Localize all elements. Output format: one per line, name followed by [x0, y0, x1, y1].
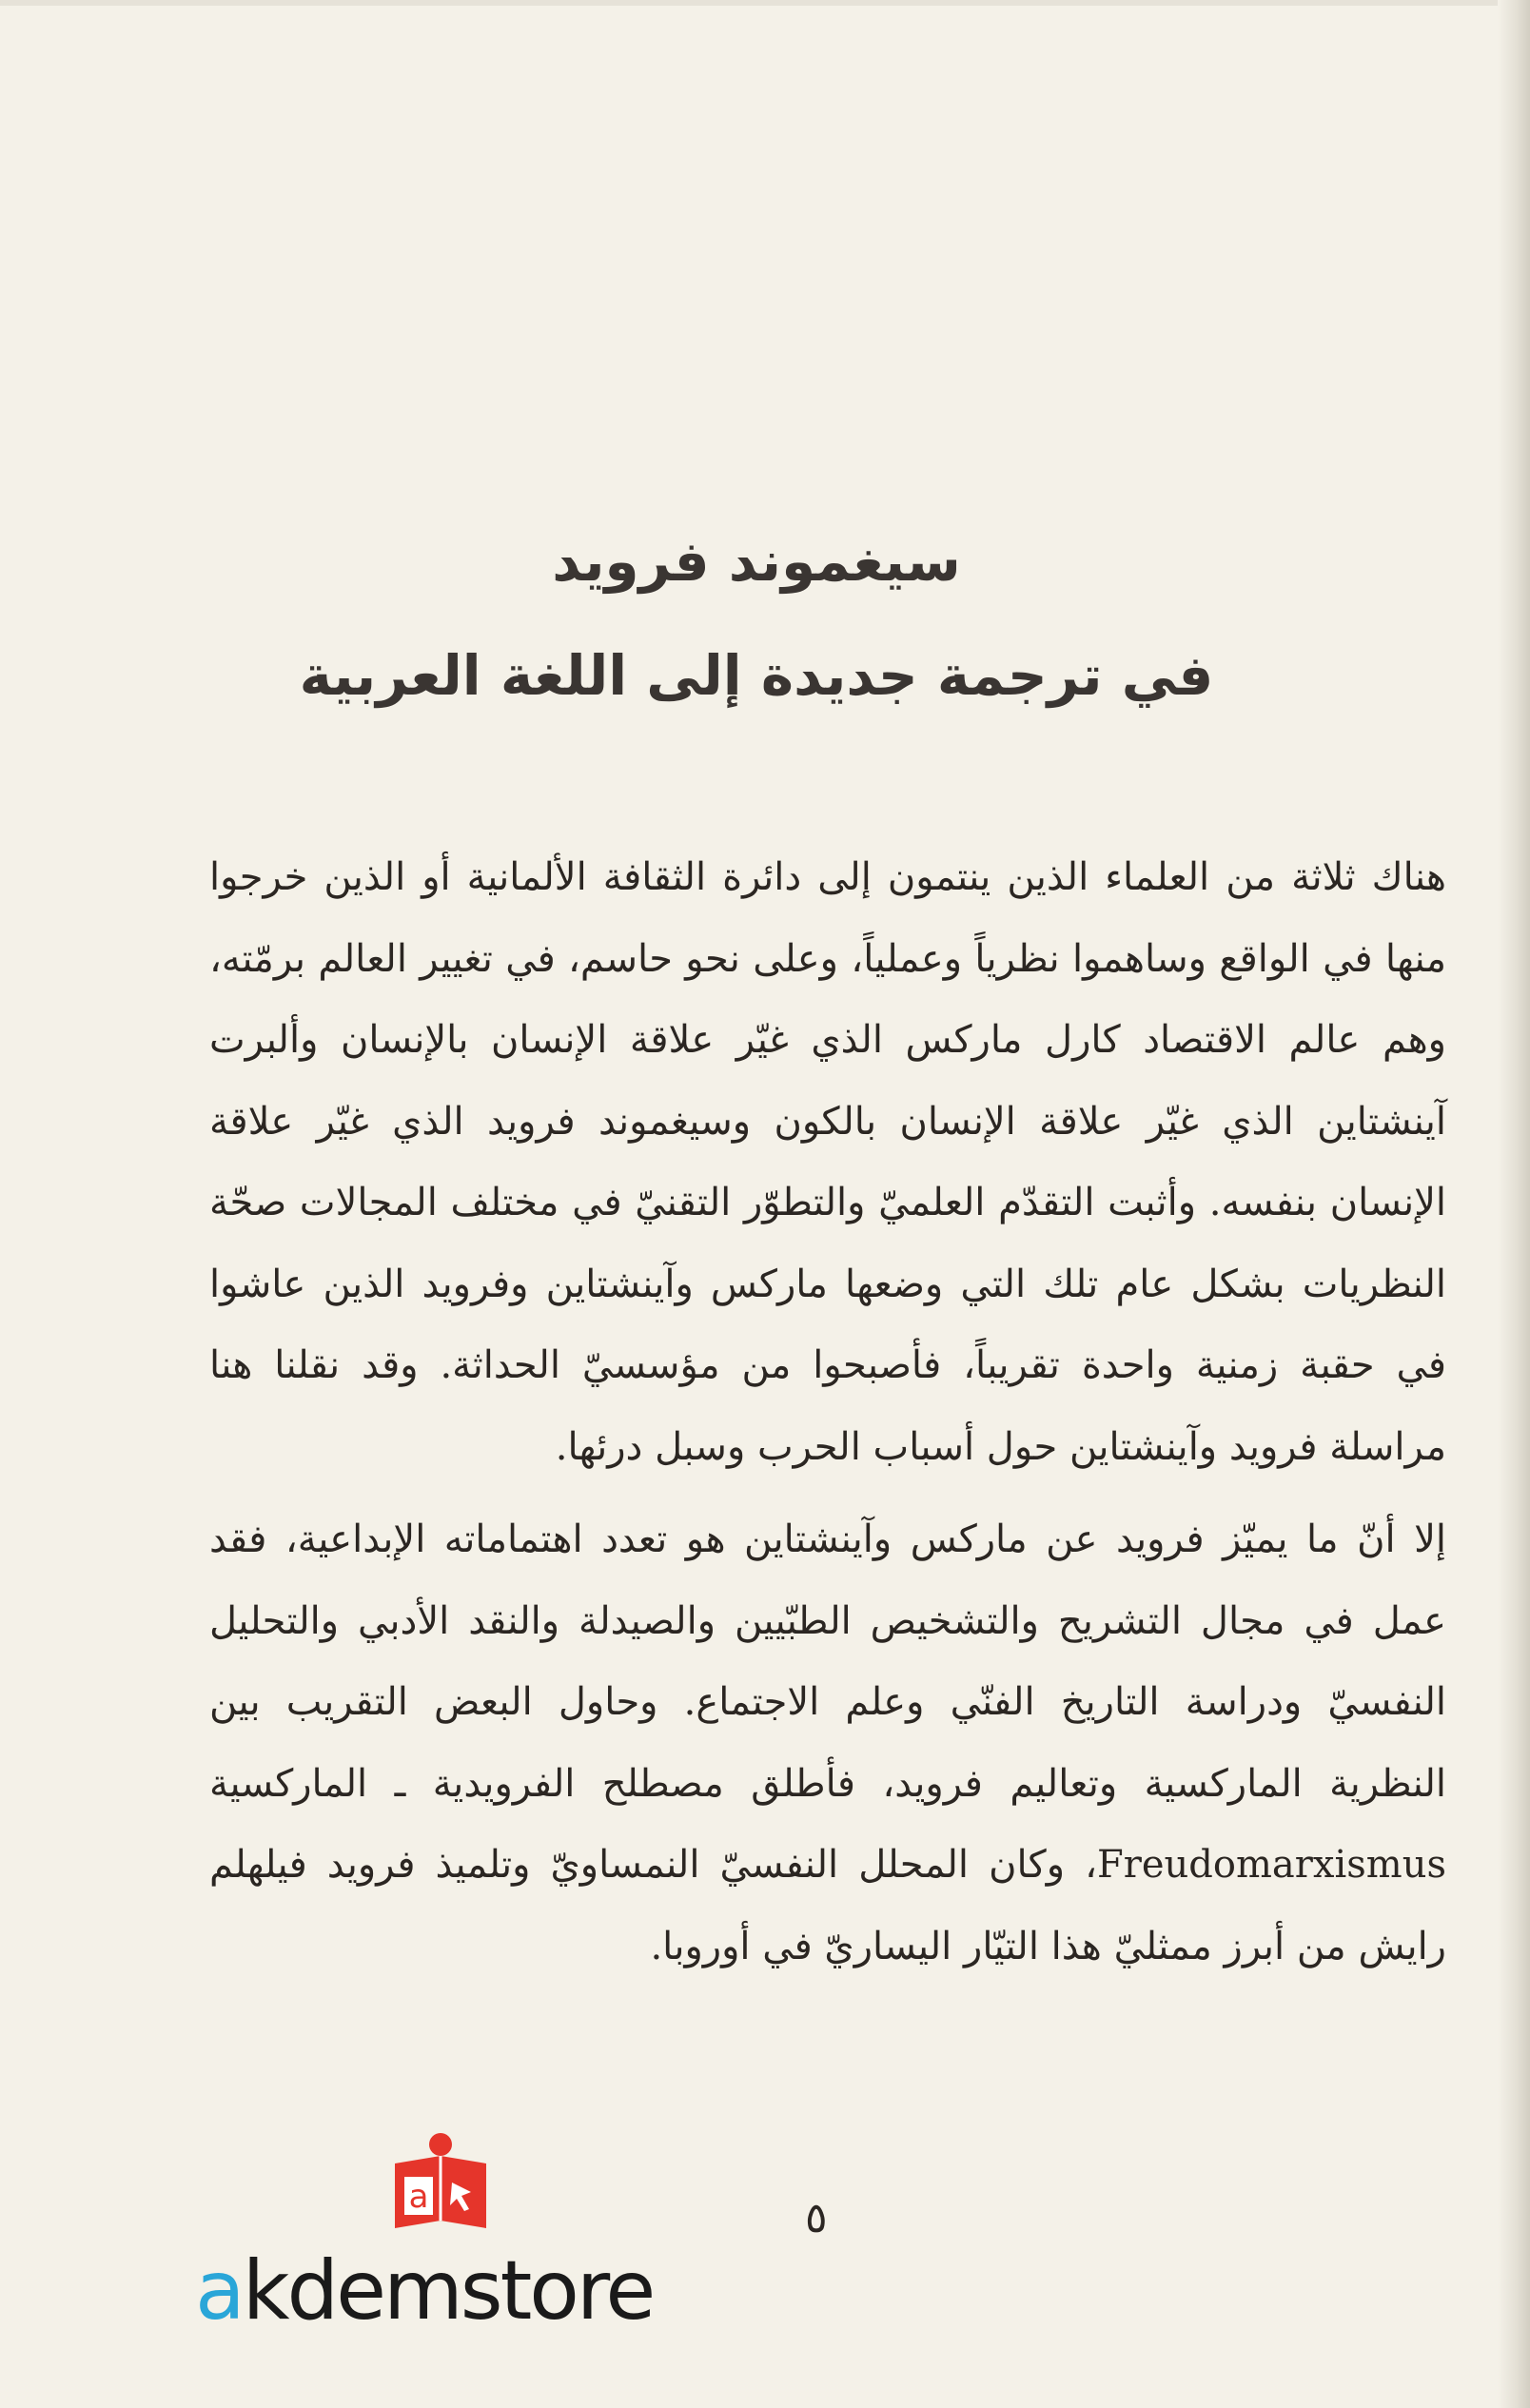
title-line-2: في ترجمة جديدة إلى اللغة العربية [299, 643, 1214, 708]
page-number: ٥ [805, 2194, 828, 2242]
book-spine-shadow [1498, 0, 1530, 2408]
badge-letter: a [408, 2178, 429, 2216]
paragraph-2: إلا أنّ ما يميّز فرويد عن ماركس وآينشتاين هو تعدد اهتماماته الإبداعية، فقد عمل في مجال التشريح والتشخيص الطبّيين والصيدلة والنقد الأدبي والتحليل النفسيّ ودراسة التاريخ الفنّي وعلم الاجتماع. وحاول البعض التقريب بين النظرية الماركسية وتعاليم فرويد، فأطلق مصطلح الفرويدية ـ الماركسية Freudomarxismus، وكان المحلل النفسيّ النمساويّ وتلميذ فرويد فيلهلم رايش من أبرز ممثليّ هذا التيّار اليساريّ في أوروبا. [209, 1517, 1446, 1968]
title-line-1: سيغموند فرويد [552, 529, 961, 594]
page-top-edge [0, 0, 1530, 6]
brand-rest: kdemstore [242, 2243, 654, 2339]
store-watermark [195, 2129, 690, 2339]
paragraph-1: هناك ثلاثة من العلماء الذين ينتمون إلى دائرة الثقافة الألمانية أو الذين خرجوا منها في الواقع وساهموا نظرياً وعملياً، وعلى نحو حاسم، في تغيير العالم برمّته، وهم عالم الاقتصاد كارل ماركس الذي غيّر علاقة الإنسان بالإنسان وألبرت آينشتاين الذي غيّر علاقة الإنسان بالكون وسيغموند فرويد الذي غيّر علاقة الإنسان بنفسه. وأثبت التقدّم العلميّ والتطوّر التقنيّ في مختلف المجالات صحّة النظريات بشكل عام تلك التي وضعها ماركس وآينشتاين وفرويد الذين عاشوا في حقبة زمنية واحدة تقريباً، فأصبحوا من مؤسسيّ الحداثة. وقد نقلنا هنا مراسلة فرويد وآينشتاين حول أسباب الحرب وسبل درئها. [209, 855, 1446, 1469]
brand-wordmark [195, 2243, 653, 2339]
body-text [209, 837, 1446, 1999]
book-reader-icon [385, 2129, 496, 2240]
brand-lead-letter: a [195, 2243, 243, 2339]
chapter-title [219, 504, 1294, 733]
